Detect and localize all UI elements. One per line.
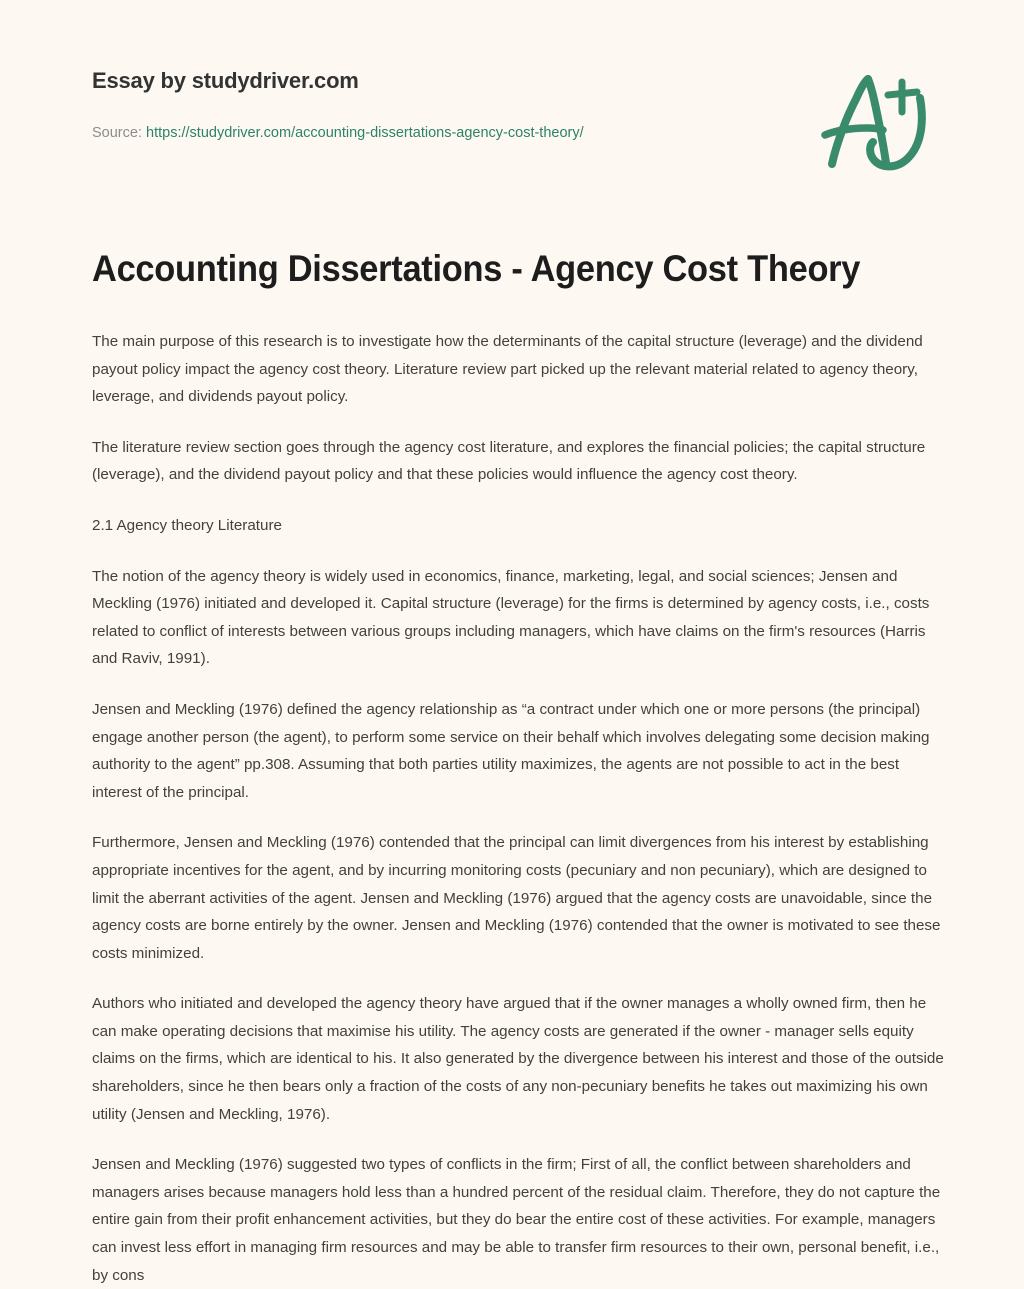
paragraph: The notion of the agency theory is widely used in economics, finance, marketing, legal, and social sciences; Jensen and Meckling (1976) initiated and developed it. Capital structure (leverage) for the firms is determined by agency costs, i.e., costs related to conflict of interests between various groups including managers, which have claims on the firm's resources (Harris and Raviv, 1991).	[92, 567, 930, 668]
paragraph: Furthermore, Jensen and Meckling (1976) contended that the principal can limit divergences from his interest by establishing appropriate incentives for the agent, and by incurring monitoring costs (pecuniary and non pecuniary), which are designed to limit the aberrant activities of the agent. Jensen and Meckling (1976) argued that the agency costs are unavoidable, since the agency costs are borne entirely by the owner. Jensen and Meckling (1976) contended that the owner is motivated to see these costs minimized.	[92, 834, 941, 962]
article	[92, 246, 950, 1289]
source-url-link[interactable]: https://studydriver.com/accounting-dissertations-agency-cost-theory/	[146, 125, 584, 141]
paragraph: Jensen and Meckling (1976) defined the agency relationship as “a contract under which one or more persons (the principal) engage another person (the agent), to perform some service on their behalf which involves delegating some decision making authority to the agent” pp.308. Assuming that both parties utility maximizes, the agents are not possible to act in the best interest of the principal.	[92, 700, 930, 801]
paragraph: Authors who initiated and developed the agency theory have argued that if the owner manages a wholly owned firm, then he can make operating decisions that maximise his utility. The agency costs are generated if the owner - manager sells equity claims on the firms, which are identical to his. It also generated by the divergence between his interest and those of the outside shareholders, since he then bears only a fraction of the costs of any non-pecuniary benefits he takes out maximizing his own utility (Jensen and Meckling, 1976).	[92, 995, 944, 1123]
paragraph: The literature review section goes through the agency cost literature, and explores the financial policies; the capital structure (leverage), and the dividend payout policy and that these policies would influence the agency cost theory.	[92, 438, 926, 484]
paragraph: The main purpose of this research is to investigate how the determinants of the capital structure (leverage) and the dividend payout policy impact the agency cost theory. Literature review part picked up the relevant material related to agency theory, leverage, and dividends payout policy.	[92, 333, 923, 406]
article-body	[92, 328, 950, 1289]
source-line	[92, 125, 584, 141]
source-label: Source:	[92, 125, 142, 141]
page-title: Accounting Dissertations - Agency Cost Theory	[92, 248, 861, 289]
page-header	[0, 0, 1024, 200]
a-plus-logo-icon	[812, 68, 932, 174]
paragraph: Jensen and Meckling (1976) suggested two types of conflicts in the firm; First of all, the conflict between shareholders and managers arises because managers hold less than a hundred percent of the residual claim. Therefore, they do not capture the entire gain from their profit enhancement activities, but they do bear the entire cost of these activities. For example, managers can invest less effort in managing firm resources and may be able to transfer firm resources to their own, personal benefit, i.e., by cons	[92, 1156, 941, 1284]
essay-attribution: Essay by studydriver.com	[92, 68, 359, 93]
section-heading-2-1: 2.1 Agency theory Literature	[92, 516, 282, 534]
